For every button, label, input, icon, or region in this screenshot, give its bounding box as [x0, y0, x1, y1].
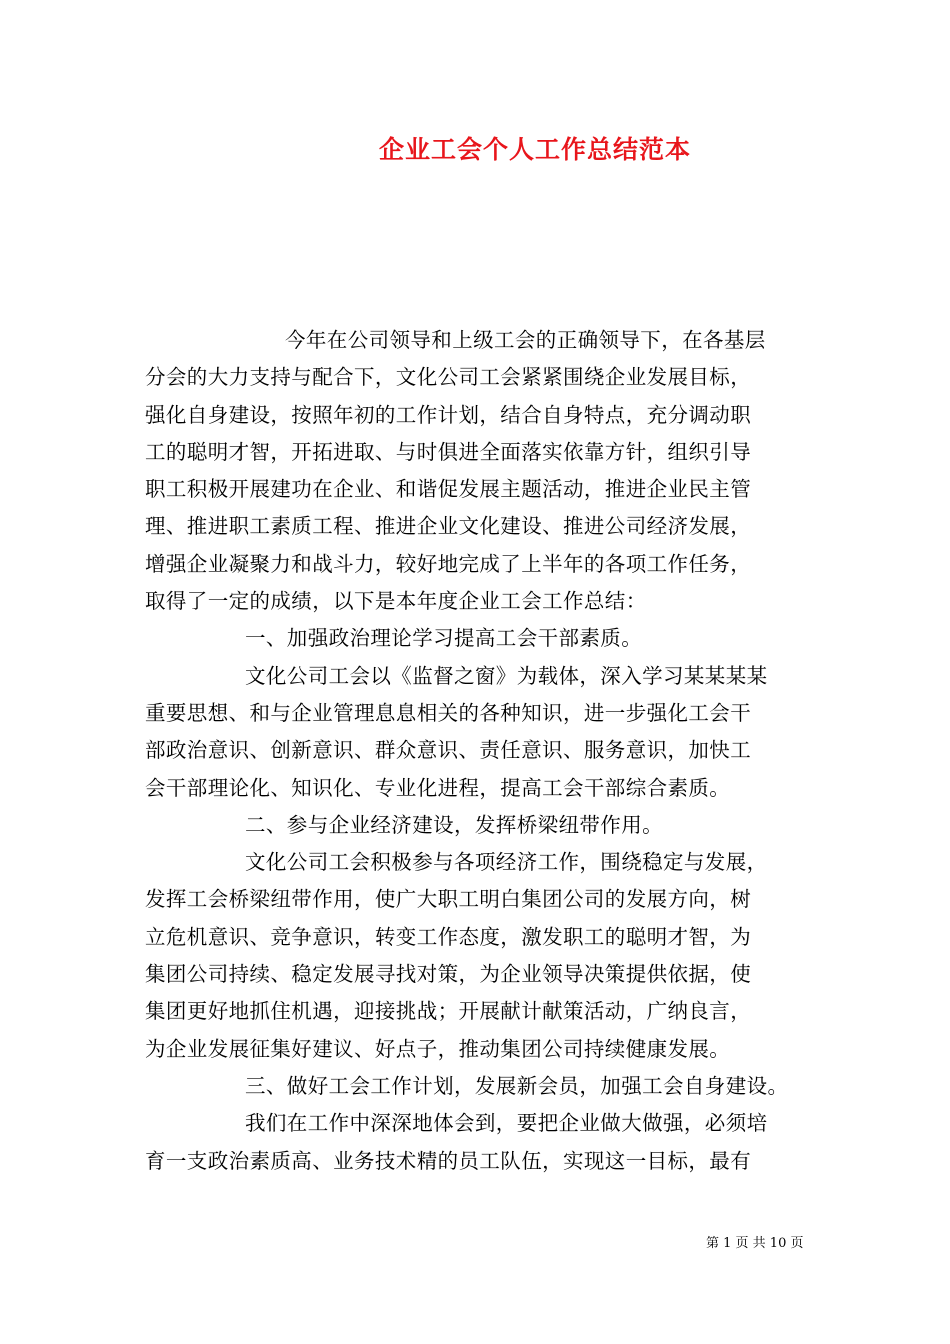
- paragraph-line: 发挥工会桥梁纽带作用，使广大职工明白集团公司的发展方向，树: [145, 887, 752, 912]
- paragraph-line: 职工积极开展建功在企业、和谐促发展主题活动，推进企业民主管: [145, 477, 752, 502]
- paragraph-line: 部政治意识、创新意识、群众意识、责任意识、服务意识，加快工: [145, 738, 752, 763]
- paragraph-line: 为企业发展征集好建议、好点子，推动集团公司持续健康发展。: [145, 1036, 731, 1061]
- paragraph-line: 理、推进职工素质工程、推进企业文化建设、推进公司经济发展，: [145, 514, 752, 539]
- section-heading: 一、加强政治理论学习提高工会干部素质。: [245, 626, 643, 651]
- paragraph-line: 强化自身建设，按照年初的工作计划，结合自身特点，充分调动职: [145, 402, 752, 427]
- document-body: [145, 322, 805, 1180]
- paragraph-line: 增强企业凝聚力和战斗力，较好地完成了上半年的各项工作任务，: [145, 551, 752, 576]
- paragraph-line: 分会的大力支持与配合下，文化公司工会紧紧围绕企业发展目标，: [145, 365, 752, 390]
- paragraph-line: 集团公司持续、稳定发展寻找对策，为企业领导决策提供依据，使: [145, 962, 752, 987]
- paragraph-line: 我们在工作中深深地体会到，要把企业做大做强，必须培: [245, 1111, 768, 1136]
- paragraph-line: 工的聪明才智，开拓进取、与时俱进全面落实依靠方针，组织引导: [145, 439, 752, 464]
- paragraph-line: 文化公司工会积极参与各项经济工作，围绕稳定与发展，: [245, 850, 768, 875]
- page-number: 第 1 页 共 10 页: [706, 1236, 804, 1251]
- paragraph-line: 立危机意识、竞争意识，转变工作态度，激发职工的聪明才智，为: [145, 924, 752, 949]
- section-heading: 二、参与企业经济建设，发挥桥梁纽带作用。: [245, 812, 663, 837]
- paragraph-line: 会干部理论化、知识化、专业化进程，提高工会干部综合素质。: [145, 775, 731, 800]
- paragraph-line: 育一支政治素质高、业务技术精的员工队伍，实现这一目标，最有: [145, 1148, 752, 1173]
- paragraph-line: 集团更好地抓住机遇，迎接挑战；开展献计献策活动，广纳良言，: [145, 999, 752, 1024]
- paragraph-line: 取得了一定的成绩，以下是本年度企业工会工作总结：: [145, 589, 647, 614]
- paragraph-line: 重要思想、和与企业管理息息相关的各种知识，进一步强化工会干: [145, 700, 752, 725]
- paragraph-line: 文化公司工会以《监督之窗》为载体，深入学习某某某某: [245, 663, 768, 688]
- document-title: 企业工会个人工作总结范本: [378, 135, 691, 164]
- section-heading: 三、做好工会工作计划，发展新会员，加强工会自身建设。: [245, 1073, 789, 1098]
- paragraph-line: 今年在公司领导和上级工会的正确领导下，在各基层: [285, 328, 766, 352]
